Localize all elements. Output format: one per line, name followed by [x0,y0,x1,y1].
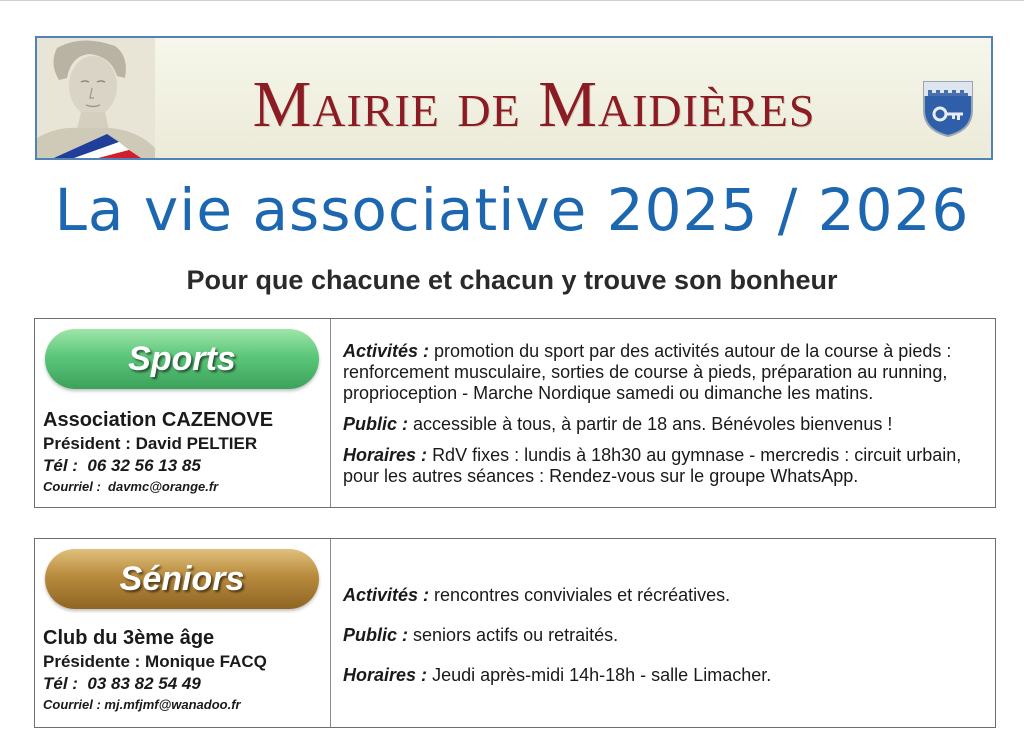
association-card-seniors [34,538,996,728]
association-email [43,695,327,715]
association-details [343,341,991,497]
page-title: La vie associative 2025 / 2026 [54,176,970,244]
public-text: seniors actifs ou retraités. [413,625,619,645]
association-contact [43,625,327,715]
horaires-text: RdV fixes : lundis à 18h30 au gymnase - mercredis : circuit urbain, pour les autres séances : Rendez-vous sur le groupe WhatsApp. [343,445,962,486]
association-contact [43,407,327,497]
association-president: Présidente : Monique FACQ [43,652,267,671]
horaires-text: Jeudi après-midi 14h-18h - salle Limacher. [432,665,772,685]
category-badge-sports: Sports [45,329,319,389]
association-phone [43,455,327,477]
activites-label: Activités : [343,341,430,361]
email-address: mj.mfjmf@wanadoo.fr [104,697,241,712]
association-email [43,477,327,497]
association-name: Club du 3ème âge [43,627,215,649]
activites-line [343,341,991,404]
activites-line [343,585,991,606]
activites-text: rencontres conviviales et récréatives. [434,585,731,605]
public-label: Public : [343,625,409,645]
email-label: Courriel : [43,697,101,712]
public-line [343,414,991,435]
category-badge-seniors: Séniors [45,549,319,609]
association-name: Association CAZENOVE [43,409,274,431]
card-divider [330,319,331,507]
page-subtitle: Pour que chacune et chacun y trouve son bonheur [186,265,838,295]
coat-of-arms-icon [922,78,974,138]
activites-label: Activités : [343,585,430,605]
public-label: Public : [343,414,409,434]
card-divider [330,539,331,727]
mairie-banner [35,36,993,160]
horaires-label: Horaires : [343,445,428,465]
horaires-label: Horaires : [343,665,428,685]
email-label: Courriel : [43,479,101,494]
email-address: davmc@orange.fr [108,479,219,494]
activites-text: promotion du sport par des activités autour de la course à pieds : renforcement musculaire, sorties de course à pieds, préparation au running, proprioception - Marche Nordique samedi ou dimanche les matins. [343,341,952,403]
phone-number: 06 32 56 13 85 [87,456,201,475]
horaires-line [343,445,991,487]
association-phone [43,673,327,695]
public-text: accessible à tous, à partir de 18 ans. Bénévoles bienvenus ! [413,414,893,434]
marianne-bust-icon [37,38,155,160]
association-details [343,585,991,705]
phone-label: Tél : [43,674,78,693]
phone-label: Tél : [43,456,78,475]
association-president: Président : David PELTIER [43,434,258,453]
top-rule [0,0,1024,1]
association-card-sports [34,318,996,508]
mairie-title: Mairie de Maidières [252,68,816,141]
horaires-line [343,665,991,686]
phone-number: 03 83 82 54 49 [87,674,201,693]
public-line [343,625,991,646]
